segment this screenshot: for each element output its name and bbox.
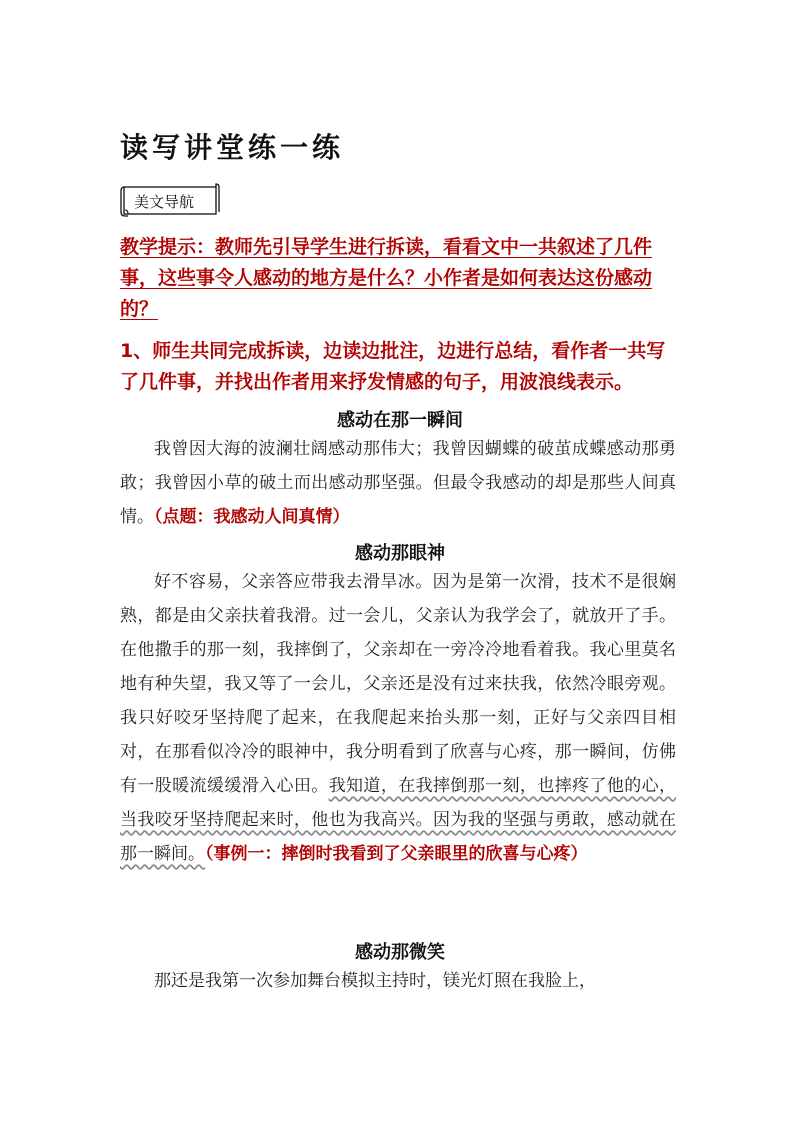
teaching-tip: 教学提示：教师先引导学生进行拆读，看看文中一共叙述了几件事，这些事令人感动的地方是什么？小作者是如何表达这份感动的？ xyxy=(120,236,653,320)
intro-text: 我曾因大海的波澜壮阔感动那伟大；我曾因蝴蝶的破茧成蝶感动那勇敢；我曾因小草的破土而出感动那坚强。但最令我感动的却是那些人间真情。 xyxy=(120,439,676,527)
section-paragraph-smile xyxy=(120,964,676,998)
example-note: （事例一：摔倒时我看到了父亲眼里的欣喜与心疼） xyxy=(205,844,588,864)
section-paragraph-gaze xyxy=(120,565,676,871)
intro-note: （点题：我感动人间真情） xyxy=(154,507,350,527)
badge-label: 美文导航 xyxy=(134,193,195,211)
intro-paragraph xyxy=(120,432,676,534)
essay-title: 感动在那一瞬间 xyxy=(337,410,463,431)
task-instruction: 1、师生共同完成拆读，边读边批注，边进行总结，看作者一共写了几件事，并找出作者用来抒发情感的句子，用波浪线表示。 xyxy=(120,340,666,393)
section-title-smile: 感动那微笑 xyxy=(355,942,445,963)
section-text-gaze: 好不容易，父亲答应带我去滑旱冰。因为是第一次滑，技术不是很娴熟，都是由父亲扶着我滑。过一会儿，父亲认为我学会了，就放开了手。在他撒手的那一刻，我摔倒了，父亲却在一旁冷冷地看着我。我心里莫名地有种失望，我又等了一会儿，父亲还是没有过来扶我，依然冷眼旁观。我只好咬牙坚持爬了起来，在我爬起来抬头那一刻，正好与父亲四目相对，在那看似冷冷的眼神中，我分明看到了欣喜与心疼，那一瞬间，仿佛有一股暖流缓缓滑入心田。 xyxy=(120,572,676,796)
section-title-gaze: 感动那眼神 xyxy=(355,543,445,564)
page-title: 读写讲堂练一练 xyxy=(120,131,345,164)
section-text-smile: 那还是我第一次参加舞台模拟主持时，镁光灯照在我脸上， xyxy=(154,971,596,991)
section-badge xyxy=(120,182,220,218)
wavy-emotion-sentence: 我知道，在我摔倒那一刻，也摔疼了他的心，当我咬牙坚持爬起来时，他也为我高兴。因为我的坚强与勇敢，感动就在那一瞬间。 xyxy=(120,776,677,864)
